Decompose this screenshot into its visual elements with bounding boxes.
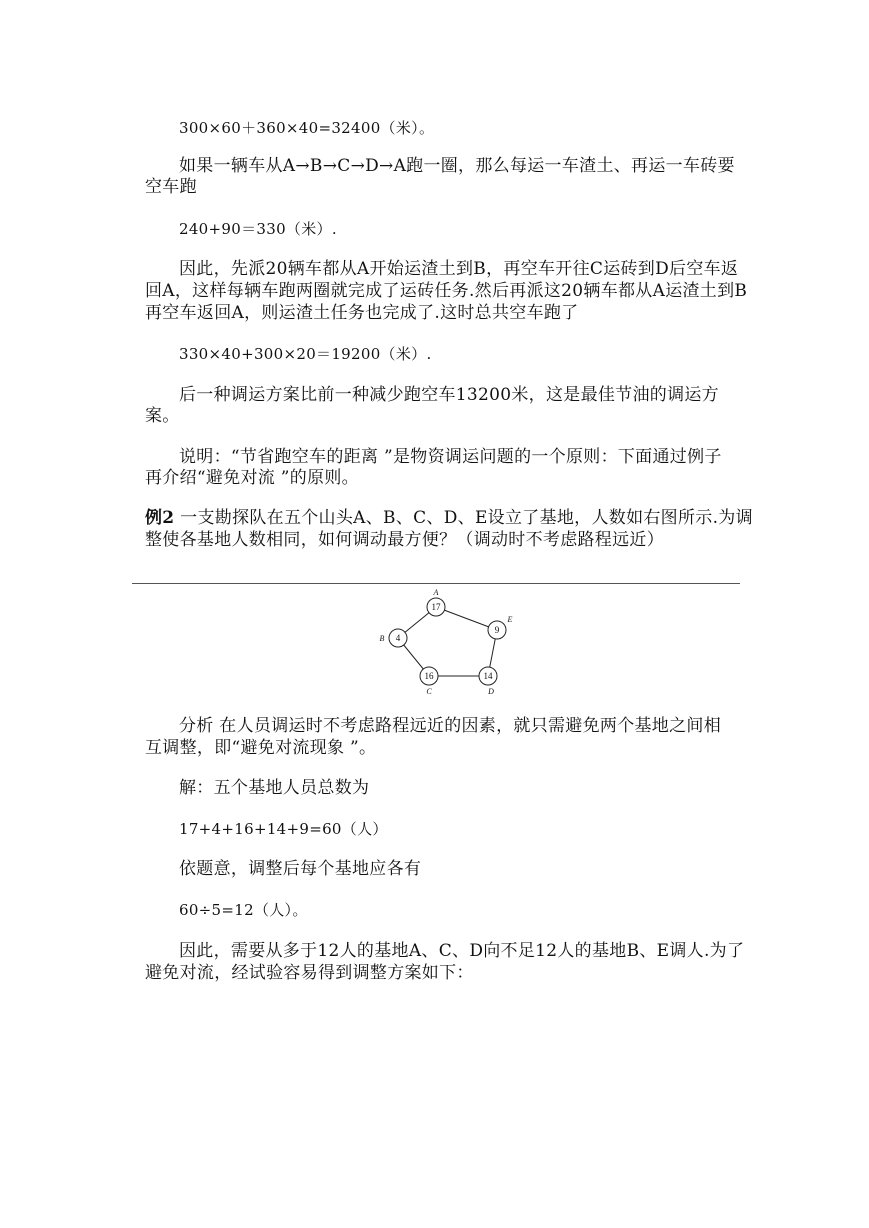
paragraph-5-line-1: 因此，需要从多于12人的基地A、C、D向不足12人的基地B、E调人.为了 bbox=[179, 941, 745, 961]
example-label: 例2 bbox=[145, 508, 175, 528]
divider bbox=[132, 583, 740, 584]
example-text-1: 一支勘探队在五个山头A、B、C、D、E设立了基地，人数如右图所示.为调 bbox=[180, 508, 753, 528]
solution-line-1: 解：五个基地人员总数为 bbox=[179, 778, 370, 798]
node-c-label: C bbox=[426, 687, 432, 696]
paragraph-4-line-1: 说明：“节省跑空车的距离 ”是物资调运问题的一个原则：下面通过例子 bbox=[179, 447, 722, 467]
equation-2: 240+90＝330（米）. bbox=[179, 220, 337, 238]
node-c-value: 16 bbox=[424, 671, 434, 681]
node-a-label: A bbox=[433, 588, 439, 597]
pentagon-figure bbox=[368, 588, 518, 698]
paragraph-2-line-2: 回A，这样每辆车跑两圈就完成了运砖任务.然后再派这20辆车都从A运渣土到B bbox=[145, 281, 748, 301]
equation-5: 60÷5=12（人）。 bbox=[179, 901, 308, 919]
analysis-line-2: 互调整，即“避免对流现象 ”。 bbox=[145, 738, 377, 758]
paragraph-2-line-3: 再空车返回A，则运渣土任务也完成了.这时总共空车跑了 bbox=[145, 303, 579, 323]
paragraph-2-line-1: 因此，先派20辆车都从A开始运渣土到B，再空车开往C运砖到D后空车返 bbox=[179, 259, 739, 279]
example-line-2: 整使各基地人数相同，如何调动最方便？（调动时不考虑路程远近） bbox=[145, 530, 664, 550]
analysis-line-1: 分析 在人员调运时不考虑路程远近的因素，就只需避免两个基地之间相 bbox=[179, 716, 722, 736]
paragraph-1-line-2: 空车跑 bbox=[145, 177, 197, 197]
node-b-label: B bbox=[379, 634, 385, 643]
paragraph-3-line-2: 案。 bbox=[145, 406, 180, 426]
node-e-label: E bbox=[507, 615, 513, 624]
paragraph-5-line-2: 避免对流，经试验容易得到调整方案如下： bbox=[145, 963, 474, 983]
equation-1: 300×60＋360×40=32400（米）。 bbox=[179, 119, 435, 137]
equation-3: 330×40+300×20＝19200（米）. bbox=[179, 345, 432, 363]
example-line-1 bbox=[145, 507, 753, 529]
node-d-value: 14 bbox=[483, 671, 493, 681]
node-d-label: D bbox=[488, 687, 494, 696]
equation-4: 17+4+16+14+9=60（人） bbox=[179, 820, 388, 838]
node-a-value: 17 bbox=[431, 602, 441, 612]
node-b-value: 4 bbox=[395, 633, 401, 643]
paragraph-3-line-1: 后一种调运方案比前一种减少跑空车13200米，这是最佳节油的调运方 bbox=[179, 385, 719, 405]
paragraph-1-line-1: 如果一辆车从A→B→C→D→A跑一圈，那么每运一车渣土、再运一车砖要 bbox=[179, 156, 735, 176]
solution-line-2: 依题意，调整后每个基地应各有 bbox=[179, 859, 422, 879]
paragraph-4-line-2: 再介绍“避免对流 ”的原则。 bbox=[145, 468, 359, 488]
node-e-value: 9 bbox=[494, 625, 500, 635]
